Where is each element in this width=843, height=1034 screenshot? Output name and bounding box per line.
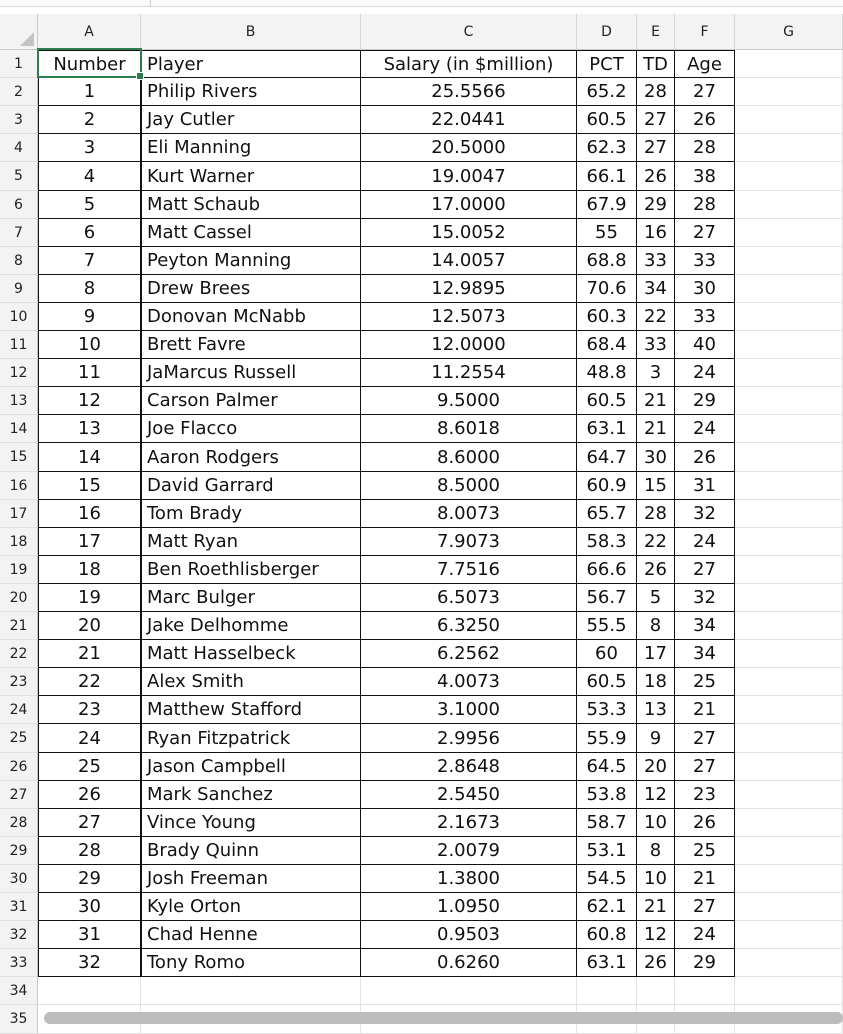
- cell-age[interactable]: 29: [675, 387, 735, 415]
- cell-player[interactable]: Peyton Manning: [141, 247, 361, 275]
- cell-player[interactable]: Vince Young: [141, 809, 361, 837]
- cell-player[interactable]: Josh Freeman: [141, 865, 361, 893]
- cell-num[interactable]: 16: [38, 500, 141, 528]
- header-cell-age[interactable]: Age: [675, 50, 735, 78]
- cell-salary[interactable]: 11.2554: [361, 359, 577, 387]
- cell-age[interactable]: 24: [675, 415, 735, 443]
- row-header[interactable]: 2: [0, 78, 38, 106]
- cell-pct[interactable]: 55: [577, 219, 637, 247]
- cell-salary[interactable]: 8.6000: [361, 443, 577, 472]
- cell-salary[interactable]: 12.0000: [361, 331, 577, 359]
- row-header[interactable]: 15: [0, 443, 38, 472]
- empty-cell[interactable]: [735, 696, 843, 724]
- cell-age[interactable]: 40: [675, 331, 735, 359]
- cell-pct[interactable]: 65.7: [577, 500, 637, 528]
- cell-salary[interactable]: 0.9503: [361, 921, 577, 949]
- cell-player[interactable]: Philip Rivers: [141, 78, 361, 106]
- cell-age[interactable]: [675, 977, 735, 1005]
- cell-td[interactable]: 5: [637, 584, 675, 612]
- cell-age[interactable]: 26: [675, 443, 735, 472]
- cell-pct[interactable]: 68.8: [577, 247, 637, 275]
- cell-pct[interactable]: 56.7: [577, 584, 637, 612]
- cell-age[interactable]: 33: [675, 303, 735, 331]
- cell-player[interactable]: Kurt Warner: [141, 162, 361, 191]
- column-header-c[interactable]: C: [361, 14, 577, 50]
- cell-salary[interactable]: 7.9073: [361, 528, 577, 556]
- row-header[interactable]: 9: [0, 275, 38, 303]
- cell-player[interactable]: Jake Delhomme: [141, 612, 361, 640]
- cell-td[interactable]: 22: [637, 528, 675, 556]
- cell-player[interactable]: David Garrard: [141, 472, 361, 500]
- cell-pct[interactable]: 60.5: [577, 668, 637, 696]
- cell-pct[interactable]: 65.2: [577, 78, 637, 106]
- cell-salary[interactable]: 9.5000: [361, 387, 577, 415]
- cell-player[interactable]: Tom Brady: [141, 500, 361, 528]
- cell-pct[interactable]: 66.1: [577, 162, 637, 191]
- cell-salary[interactable]: 6.5073: [361, 584, 577, 612]
- cell-salary[interactable]: 12.5073: [361, 303, 577, 331]
- column-header-g[interactable]: G: [735, 14, 843, 50]
- cell-player[interactable]: [141, 977, 361, 1005]
- empty-cell[interactable]: [735, 500, 843, 528]
- cell-age[interactable]: 26: [675, 106, 735, 134]
- row-header[interactable]: 29: [0, 837, 38, 865]
- cell-pct[interactable]: 63.1: [577, 949, 637, 977]
- row-header[interactable]: 4: [0, 134, 38, 162]
- empty-cell[interactable]: [735, 134, 843, 162]
- cell-td[interactable]: 26: [637, 556, 675, 584]
- cell-td[interactable]: [637, 977, 675, 1005]
- cell-player[interactable]: Tony Romo: [141, 949, 361, 977]
- cell-age[interactable]: 23: [675, 781, 735, 809]
- cell-salary[interactable]: 12.9895: [361, 275, 577, 303]
- cell-salary[interactable]: [361, 977, 577, 1005]
- cell-salary[interactable]: 0.6260: [361, 949, 577, 977]
- cell-num[interactable]: 14: [38, 443, 141, 472]
- row-header[interactable]: 35: [0, 1005, 38, 1034]
- empty-cell[interactable]: [735, 528, 843, 556]
- cell-pct[interactable]: 70.6: [577, 275, 637, 303]
- cell-age[interactable]: 27: [675, 893, 735, 921]
- cell-player[interactable]: Kyle Orton: [141, 893, 361, 921]
- empty-cell[interactable]: [735, 977, 843, 1005]
- cell-td[interactable]: 8: [637, 837, 675, 865]
- cell-td[interactable]: 33: [637, 247, 675, 275]
- cell-pct[interactable]: 64.5: [577, 753, 637, 781]
- cell-td[interactable]: 9: [637, 724, 675, 753]
- cell-player[interactable]: Brett Favre: [141, 331, 361, 359]
- row-header[interactable]: 5: [0, 162, 38, 191]
- row-header[interactable]: 26: [0, 753, 38, 781]
- row-header[interactable]: 8: [0, 247, 38, 275]
- cell-age[interactable]: 28: [675, 191, 735, 219]
- cell-player[interactable]: Ryan Fitzpatrick: [141, 724, 361, 753]
- empty-cell[interactable]: [735, 668, 843, 696]
- cell-age[interactable]: 32: [675, 500, 735, 528]
- row-header[interactable]: 10: [0, 303, 38, 331]
- row-header[interactable]: 16: [0, 472, 38, 500]
- cell-pct[interactable]: 63.1: [577, 415, 637, 443]
- cell-pct[interactable]: 55.5: [577, 612, 637, 640]
- cell-pct[interactable]: 53.3: [577, 696, 637, 724]
- cell-num[interactable]: 11: [38, 359, 141, 387]
- select-all-corner[interactable]: [0, 14, 38, 50]
- empty-cell[interactable]: [735, 837, 843, 865]
- row-header[interactable]: 17: [0, 500, 38, 528]
- cell-num[interactable]: 3: [38, 134, 141, 162]
- cell-td[interactable]: 27: [637, 106, 675, 134]
- empty-cell[interactable]: [735, 359, 843, 387]
- cell-pct[interactable]: 64.7: [577, 443, 637, 472]
- cell-salary[interactable]: 2.5450: [361, 781, 577, 809]
- cell-age[interactable]: 27: [675, 724, 735, 753]
- cell-num[interactable]: 25: [38, 753, 141, 781]
- cell-player[interactable]: Matthew Stafford: [141, 696, 361, 724]
- cell-td[interactable]: 10: [637, 809, 675, 837]
- cell-pct[interactable]: 60.5: [577, 106, 637, 134]
- cell-salary[interactable]: 15.0052: [361, 219, 577, 247]
- cell-age[interactable]: 29: [675, 949, 735, 977]
- header-cell-salary[interactable]: Salary (in $million): [361, 50, 577, 78]
- row-header[interactable]: 24: [0, 696, 38, 724]
- cell-td[interactable]: 20: [637, 753, 675, 781]
- row-header[interactable]: 7: [0, 219, 38, 247]
- cell-age[interactable]: 27: [675, 556, 735, 584]
- cell-age[interactable]: 24: [675, 528, 735, 556]
- cell-player[interactable]: Alex Smith: [141, 668, 361, 696]
- row-header[interactable]: 18: [0, 528, 38, 556]
- header-cell-pct[interactable]: PCT: [577, 50, 637, 78]
- cell-age[interactable]: 34: [675, 612, 735, 640]
- horizontal-scrollbar[interactable]: [44, 1012, 843, 1024]
- row-header[interactable]: 3: [0, 106, 38, 134]
- cell-salary[interactable]: 17.0000: [361, 191, 577, 219]
- cell-pct[interactable]: 68.4: [577, 331, 637, 359]
- cell-age[interactable]: 32: [675, 584, 735, 612]
- cell-td[interactable]: 21: [637, 387, 675, 415]
- cell-td[interactable]: 13: [637, 696, 675, 724]
- cell-td[interactable]: 26: [637, 162, 675, 191]
- column-header-d[interactable]: D: [577, 14, 637, 50]
- cell-age[interactable]: 24: [675, 359, 735, 387]
- cell-pct[interactable]: 62.1: [577, 893, 637, 921]
- empty-cell[interactable]: [735, 219, 843, 247]
- empty-cell[interactable]: [735, 331, 843, 359]
- cell-player[interactable]: JaMarcus Russell: [141, 359, 361, 387]
- empty-cell[interactable]: [735, 640, 843, 668]
- cell-age[interactable]: 21: [675, 696, 735, 724]
- row-header[interactable]: 34: [0, 977, 38, 1005]
- cell-td[interactable]: 10: [637, 865, 675, 893]
- cell-pct[interactable]: 48.8: [577, 359, 637, 387]
- empty-cell[interactable]: [735, 921, 843, 949]
- empty-cell[interactable]: [735, 556, 843, 584]
- cell-player[interactable]: Jason Campbell: [141, 753, 361, 781]
- empty-cell[interactable]: [735, 865, 843, 893]
- cell-pct[interactable]: [577, 977, 637, 1005]
- cell-player[interactable]: Marc Bulger: [141, 584, 361, 612]
- cell-num[interactable]: 19: [38, 584, 141, 612]
- cell-player[interactable]: Ben Roethlisberger: [141, 556, 361, 584]
- column-header-f[interactable]: F: [675, 14, 735, 50]
- empty-cell[interactable]: [735, 247, 843, 275]
- cell-age[interactable]: 33: [675, 247, 735, 275]
- cell-age[interactable]: 28: [675, 134, 735, 162]
- cell-player[interactable]: Eli Manning: [141, 134, 361, 162]
- cell-num[interactable]: 20: [38, 612, 141, 640]
- cell-td[interactable]: 21: [637, 893, 675, 921]
- cell-num[interactable]: 28: [38, 837, 141, 865]
- cell-td[interactable]: 12: [637, 781, 675, 809]
- cell-pct[interactable]: 60.9: [577, 472, 637, 500]
- cell-pct[interactable]: 58.7: [577, 809, 637, 837]
- cell-num[interactable]: 27: [38, 809, 141, 837]
- empty-cell[interactable]: [735, 443, 843, 472]
- cell-num[interactable]: 7: [38, 247, 141, 275]
- column-header-b[interactable]: B: [141, 14, 361, 50]
- cell-salary[interactable]: 1.3800: [361, 865, 577, 893]
- cell-num[interactable]: 2: [38, 106, 141, 134]
- cell-age[interactable]: 25: [675, 837, 735, 865]
- cell-age[interactable]: 27: [675, 219, 735, 247]
- empty-cell[interactable]: [735, 949, 843, 977]
- cell-td[interactable]: 21: [637, 415, 675, 443]
- row-header[interactable]: 14: [0, 415, 38, 443]
- row-header[interactable]: 30: [0, 865, 38, 893]
- cell-td[interactable]: 18: [637, 668, 675, 696]
- empty-cell[interactable]: [735, 275, 843, 303]
- cell-salary[interactable]: 2.1673: [361, 809, 577, 837]
- cell-pct[interactable]: 62.3: [577, 134, 637, 162]
- header-cell-number[interactable]: Number: [38, 50, 141, 78]
- cell-td[interactable]: 3: [637, 359, 675, 387]
- cell-num[interactable]: [38, 977, 141, 1005]
- cell-num[interactable]: 30: [38, 893, 141, 921]
- cell-num[interactable]: 17: [38, 528, 141, 556]
- cell-player[interactable]: Brady Quinn: [141, 837, 361, 865]
- row-header[interactable]: 13: [0, 387, 38, 415]
- cell-num[interactable]: 4: [38, 162, 141, 191]
- empty-cell[interactable]: [735, 809, 843, 837]
- cell-td[interactable]: 22: [637, 303, 675, 331]
- cell-player[interactable]: Drew Brees: [141, 275, 361, 303]
- cell-num[interactable]: 18: [38, 556, 141, 584]
- row-header[interactable]: 22: [0, 640, 38, 668]
- cell-salary[interactable]: 8.0073: [361, 500, 577, 528]
- row-header[interactable]: 28: [0, 809, 38, 837]
- cell-salary[interactable]: 8.5000: [361, 472, 577, 500]
- empty-cell[interactable]: [735, 50, 843, 78]
- row-header[interactable]: 21: [0, 612, 38, 640]
- row-header[interactable]: 6: [0, 191, 38, 219]
- cell-td[interactable]: 28: [637, 78, 675, 106]
- cell-player[interactable]: Aaron Rodgers: [141, 443, 361, 472]
- empty-cell[interactable]: [735, 106, 843, 134]
- cell-age[interactable]: 27: [675, 78, 735, 106]
- cell-age[interactable]: 30: [675, 275, 735, 303]
- cell-num[interactable]: 26: [38, 781, 141, 809]
- empty-cell[interactable]: [735, 303, 843, 331]
- cell-num[interactable]: 21: [38, 640, 141, 668]
- empty-cell[interactable]: [735, 415, 843, 443]
- empty-cell[interactable]: [735, 472, 843, 500]
- cell-salary[interactable]: 1.0950: [361, 893, 577, 921]
- cell-td[interactable]: 30: [637, 443, 675, 472]
- cell-age[interactable]: 34: [675, 640, 735, 668]
- cell-td[interactable]: 27: [637, 134, 675, 162]
- row-header[interactable]: 33: [0, 949, 38, 977]
- row-header[interactable]: 23: [0, 668, 38, 696]
- cell-age[interactable]: 21: [675, 865, 735, 893]
- cell-td[interactable]: 33: [637, 331, 675, 359]
- header-cell-td[interactable]: TD: [637, 50, 675, 78]
- cell-player[interactable]: Matt Cassel: [141, 219, 361, 247]
- cell-num[interactable]: 29: [38, 865, 141, 893]
- cell-salary[interactable]: 7.7516: [361, 556, 577, 584]
- cell-player[interactable]: Mark Sanchez: [141, 781, 361, 809]
- cell-player[interactable]: Jay Cutler: [141, 106, 361, 134]
- cell-num[interactable]: 6: [38, 219, 141, 247]
- cell-salary[interactable]: 20.5000: [361, 134, 577, 162]
- row-header[interactable]: 20: [0, 584, 38, 612]
- cell-num[interactable]: 24: [38, 724, 141, 753]
- cell-pct[interactable]: 66.6: [577, 556, 637, 584]
- cell-pct[interactable]: 54.5: [577, 865, 637, 893]
- empty-cell[interactable]: [735, 724, 843, 753]
- empty-cell[interactable]: [735, 753, 843, 781]
- cell-player[interactable]: Matt Schaub: [141, 191, 361, 219]
- cell-num[interactable]: 22: [38, 668, 141, 696]
- cell-player[interactable]: Joe Flacco: [141, 415, 361, 443]
- cell-age[interactable]: 25: [675, 668, 735, 696]
- cell-td[interactable]: 28: [637, 500, 675, 528]
- cell-pct[interactable]: 55.9: [577, 724, 637, 753]
- cell-salary[interactable]: 4.0073: [361, 668, 577, 696]
- cell-pct[interactable]: 60.3: [577, 303, 637, 331]
- cell-num[interactable]: 9: [38, 303, 141, 331]
- cell-salary[interactable]: 6.2562: [361, 640, 577, 668]
- cell-age[interactable]: 38: [675, 162, 735, 191]
- cell-num[interactable]: 5: [38, 191, 141, 219]
- cell-td[interactable]: 8: [637, 612, 675, 640]
- row-header[interactable]: 27: [0, 781, 38, 809]
- cell-salary[interactable]: 8.6018: [361, 415, 577, 443]
- row-header[interactable]: 11: [0, 331, 38, 359]
- cell-salary[interactable]: 19.0047: [361, 162, 577, 191]
- cell-pct[interactable]: 53.1: [577, 837, 637, 865]
- cell-td[interactable]: 12: [637, 921, 675, 949]
- cell-player[interactable]: Carson Palmer: [141, 387, 361, 415]
- select-all-triangle-icon: [20, 32, 34, 46]
- cell-salary[interactable]: 2.0079: [361, 837, 577, 865]
- header-cell-player[interactable]: Player: [141, 50, 361, 78]
- cell-td[interactable]: 29: [637, 191, 675, 219]
- cell-age[interactable]: 31: [675, 472, 735, 500]
- cell-num[interactable]: 12: [38, 387, 141, 415]
- cell-age[interactable]: 27: [675, 753, 735, 781]
- cell-num[interactable]: 23: [38, 696, 141, 724]
- cell-num[interactable]: 8: [38, 275, 141, 303]
- cell-age[interactable]: 24: [675, 921, 735, 949]
- cell-player[interactable]: Matt Hasselbeck: [141, 640, 361, 668]
- cell-pct[interactable]: 53.8: [577, 781, 637, 809]
- cell-pct[interactable]: 60.8: [577, 921, 637, 949]
- cell-pct[interactable]: 58.3: [577, 528, 637, 556]
- empty-cell[interactable]: [735, 584, 843, 612]
- cell-salary[interactable]: 6.3250: [361, 612, 577, 640]
- cell-num[interactable]: 15: [38, 472, 141, 500]
- cell-num[interactable]: 1: [38, 78, 141, 106]
- cell-salary[interactable]: 25.5566: [361, 78, 577, 106]
- cell-td[interactable]: 15: [637, 472, 675, 500]
- cell-num[interactable]: 31: [38, 921, 141, 949]
- cell-pct[interactable]: 60.5: [577, 387, 637, 415]
- cell-salary[interactable]: 3.1000: [361, 696, 577, 724]
- row-header[interactable]: 25: [0, 724, 38, 753]
- cell-age[interactable]: 26: [675, 809, 735, 837]
- cell-player[interactable]: Matt Ryan: [141, 528, 361, 556]
- empty-cell[interactable]: [735, 387, 843, 415]
- cell-salary[interactable]: 2.9956: [361, 724, 577, 753]
- cell-num[interactable]: 32: [38, 949, 141, 977]
- cell-salary[interactable]: 14.0057: [361, 247, 577, 275]
- cell-player[interactable]: Chad Henne: [141, 921, 361, 949]
- empty-cell[interactable]: [735, 612, 843, 640]
- cell-salary[interactable]: 22.0441: [361, 106, 577, 134]
- cell-td[interactable]: 34: [637, 275, 675, 303]
- column-header-e[interactable]: E: [637, 14, 675, 50]
- cell-td[interactable]: 17: [637, 640, 675, 668]
- cell-num[interactable]: 13: [38, 415, 141, 443]
- row-header[interactable]: 1: [0, 50, 38, 78]
- empty-cell[interactable]: [735, 781, 843, 809]
- cell-num[interactable]: 10: [38, 331, 141, 359]
- empty-cell[interactable]: [735, 191, 843, 219]
- cell-td[interactable]: 26: [637, 949, 675, 977]
- empty-cell[interactable]: [735, 893, 843, 921]
- cell-td[interactable]: 16: [637, 219, 675, 247]
- cell-pct[interactable]: 60: [577, 640, 637, 668]
- column-header-a[interactable]: A: [38, 14, 141, 50]
- row-header[interactable]: 12: [0, 359, 38, 387]
- cell-pct[interactable]: 67.9: [577, 191, 637, 219]
- empty-cell[interactable]: [735, 78, 843, 106]
- row-header[interactable]: 32: [0, 921, 38, 949]
- row-header[interactable]: 31: [0, 893, 38, 921]
- cell-salary[interactable]: 2.8648: [361, 753, 577, 781]
- empty-cell[interactable]: [735, 162, 843, 191]
- cell-player[interactable]: Donovan McNabb: [141, 303, 361, 331]
- row-header[interactable]: 19: [0, 556, 38, 584]
